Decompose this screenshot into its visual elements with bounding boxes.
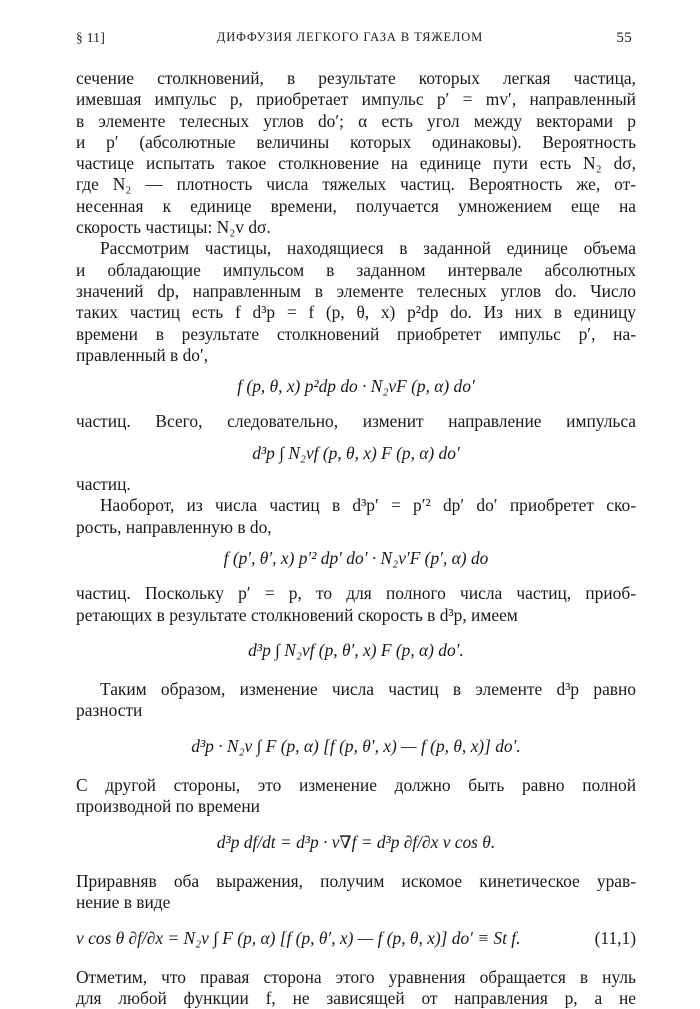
text-line: Наоборот, из числа частиц в d³p′ = p′² dp′ do′ приобретет ско- [100,495,636,516]
text-line: значений dp, направленным в элементе телесных углов do. Число [76,280,636,301]
section-label: § 11] [76,30,106,45]
text-line: несенная к единице времени, получается умножением еще на [76,195,636,216]
text-line: С другой стороны, это изменение должно быть равно полной [76,775,636,796]
text-line: времени в результате столкновений приобретет импульс p′, на- [76,323,636,344]
equation: f (p, θ, x) p²dp do · N₂vF (p, α) do′ [237,376,475,397]
paragraph [76,495,636,538]
text-line: разности [76,700,143,721]
paragraph [76,238,636,366]
equation: d³p · N₂v ∫ F (p, α) [f (p, θ′, x) — f (p, θ, x)] do′. [191,735,521,756]
equation: d³p df/dt = d³p · v∇f = d³p ∂f/∂x v cos θ. [216,831,496,852]
text-line: таких частиц есть f d³p = f (p, θ, x) p²dp do. Из них в единицу [76,302,636,323]
equation: d³p ∫ N₂vf (p, θ′, x) F (p, α) do′. [248,639,464,660]
text-line: Таким образом, изменение числа частиц в элементе d³p равно [100,679,636,700]
text-line: частиц. Поскольку p′ = p, то для полного числа частиц, приоб- [76,583,636,604]
page-body [76,68,636,1009]
paragraph [76,775,636,818]
text-line: производной по времени [76,796,260,817]
text-line: и обладающие импульсом в заданном интервале абсолютных [76,259,636,280]
text-line: нение в виде [76,892,171,913]
text-line: скорость частицы: N₂v dσ. [76,217,271,238]
equation-number: (11,1) [594,927,636,948]
text-line: рость, направленную в do, [76,516,272,537]
text-line: Приравняв оба выражения, получим искомое кинетическое урав- [76,870,636,891]
equation: f (p′, θ′, x) p′² dp′ do′ · N₂v′F (p′, α) do [223,547,489,568]
text-line: для любой функции f, не зависящей от направления p, а не [76,988,636,1009]
text-line: где N₂ — плотность числа тяжелых частиц. Вероятность же, от- [76,174,636,195]
text-line: и p′ (абсолютные величины которых одинаковы). Вероятность [76,131,636,152]
text-line: сечение столкновений, в результате которых легкая частица, [76,68,636,88]
text-line: частиц. Всего, следовательно, изменит направление импульса [76,411,636,432]
text-line: правленный в do′, [76,344,209,365]
running-title: ДИФФУЗИЯ ЛЕГКОГО ГАЗА В ТЯЖЕЛОМ [216,30,484,44]
text-line: частиц. [76,474,131,495]
equation-body: v cos θ ∂f/∂x = N₂v ∫ F (p, α) [f (p, θ′, x) — f (p, θ, x)] do′ ≡ St f. [76,927,521,948]
numbered-equation [76,928,636,949]
paragraph [76,967,636,1009]
text-line: имевшая импульс p, приобретает импульс p′ = mv′, направленный [76,89,636,110]
text-line: ретающих в результате столкновений скорость в d³p, имеем [76,604,518,625]
paragraph [76,583,636,626]
text-line: Рассмотрим частицы, находящиеся в заданной единице объема [100,238,636,259]
text-line: в элементе телесных углов do′; α есть угол между векторами p [76,110,636,131]
paragraph [76,871,636,914]
text-line: Отметим, что правая сторона этого уравнения обращается в нуль [76,966,636,987]
equation: d³p ∫ N₂vf (p, θ, x) F (p, α) do′ [252,442,460,463]
text-line: частице испытать такое столкновение на единице пути есть N₂ dσ, [76,153,636,174]
page-number: 55 [616,30,632,46]
paragraph [76,68,636,238]
paragraph [76,679,636,722]
